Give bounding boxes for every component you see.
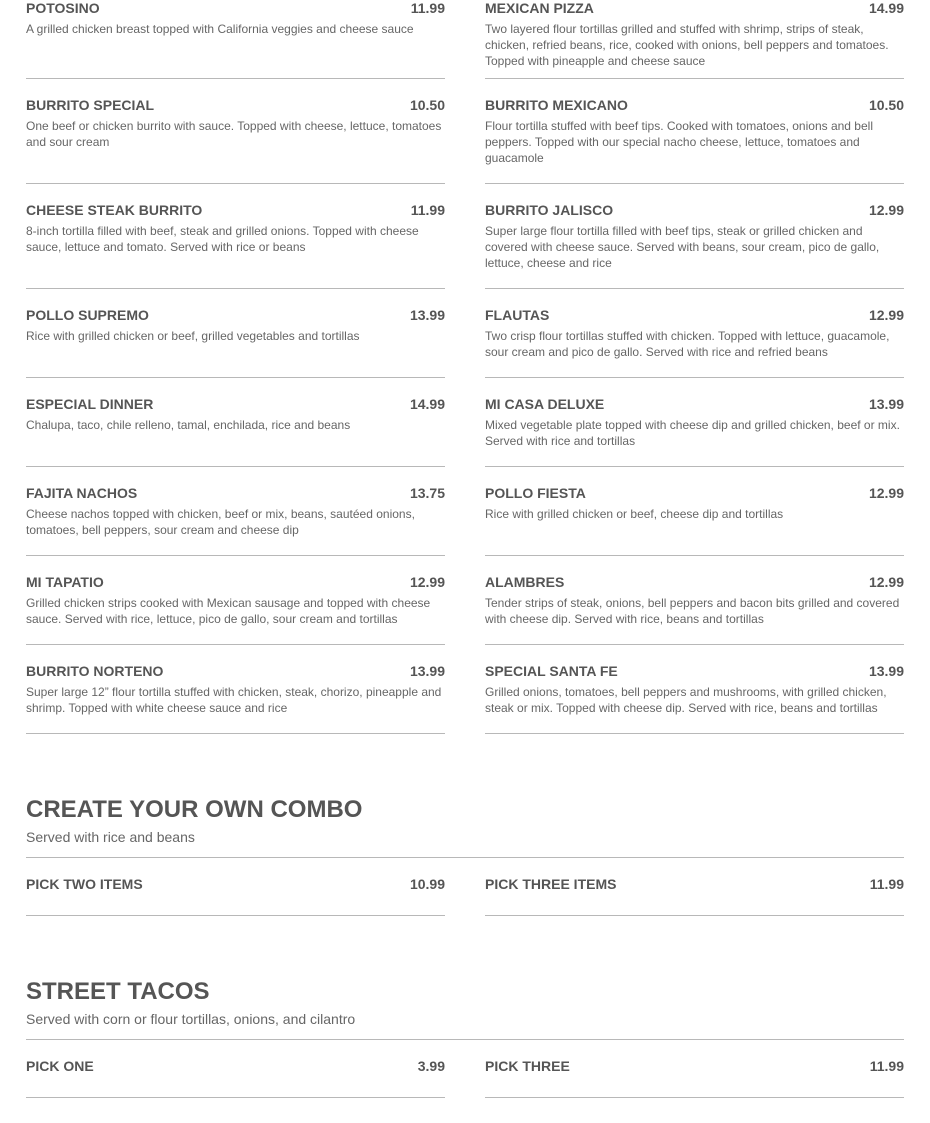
item-description: Chalupa, taco, chile relleno, tamal, enchilada, rice and beans [26,418,351,432]
menu-item[interactable] [485,858,904,916]
create-combo-section [26,796,904,916]
item-description: Super large 12” flour tortilla stuffed with chicken, steak, chorizo, pineapple and shrimp. Topped with white cheese sauce and rice [26,685,442,715]
menu-item[interactable] [485,184,904,289]
item-price: 13.99 [409,663,445,679]
item-description: Cheese nachos topped with chicken, beef or mix, beans, sautéed onions, tomatoes, bell peppers, sour cream and cheese dip [26,507,415,537]
menu-item[interactable] [485,289,904,378]
item-price: 12.99 [868,574,904,590]
item-name: MEXICAN PIZZA [485,0,594,16]
section-subtitle: Served with corn or flour tortillas, onions, and cilantro [26,1011,356,1027]
item-price: 13.99 [868,663,904,679]
item-price: 13.75 [409,485,445,501]
item-description: Flour tortilla stuffed with beef tips. Cooked with tomatoes, onions and bell peppers. Topped with our special nacho cheese, lettuce, tomatoes and guacamole [485,119,873,165]
item-name: MI TAPATIO [26,574,104,590]
item-price: 11.99 [869,1058,904,1074]
menu-item[interactable] [485,467,904,556]
item-price: 11.99 [869,876,904,892]
menu-item[interactable] [26,556,445,645]
menu-item[interactable] [26,858,445,916]
section-subtitle: Served with rice and beans [26,829,195,845]
item-name: POTOSINO [26,0,100,16]
item-price: 12.99 [868,202,904,218]
item-name: BURRITO SPECIAL [26,97,155,113]
menu-item[interactable] [485,0,904,79]
item-name: FAJITA NACHOS [26,485,138,501]
item-price: 12.99 [868,307,904,323]
menu-item[interactable] [26,467,445,556]
item-description: Grilled onions, tomatoes, bell peppers and mushrooms, with grilled chicken, steak or mix. Topped with cheese dip. Served with rice, beans and tortillas [485,685,887,715]
item-price: 13.99 [409,307,445,323]
item-name: PICK THREE ITEMS [485,876,617,892]
menu-item[interactable] [485,645,904,734]
item-description: Rice with grilled chicken or beef, grilled vegetables and tortillas [26,329,360,343]
item-description: Two layered flour tortillas grilled and stuffed with shrimp, strips of steak, chicken, refried beans, rice, cooked with onions, bell peppers and tomatoes. Topped with pineapple and cheese sauce [485,22,889,68]
item-price: 11.99 [410,0,445,16]
item-price: 10.99 [409,876,445,892]
menu-item[interactable] [485,378,904,467]
item-price: 12.99 [868,485,904,501]
create-combo-grid [26,858,904,916]
section-title: CREATE YOUR OWN COMBO [26,796,363,823]
item-price: 10.50 [868,97,904,113]
item-price: 14.99 [868,0,904,16]
item-description: Grilled chicken strips cooked with Mexican sausage and topped with cheese sauce. Served with rice, lettuce, pico de gallo, sour cream and tortillas [26,596,431,626]
item-price: 3.99 [417,1058,445,1074]
street-tacos-section [26,978,904,1098]
item-name: ESPECIAL DINNER [26,396,154,412]
item-price: 13.99 [868,396,904,412]
item-name: SPECIAL SANTA FE [485,663,618,679]
item-price: 10.50 [409,97,445,113]
item-description: Two crisp flour tortillas stuffed with chicken. Topped with lettuce, guacamole, sour cream and pico de gallo. Served with rice and refried beans [485,329,890,359]
item-name: MI CASA DELUXE [485,396,605,412]
item-name: POLLO FIESTA [485,485,586,501]
item-name: POLLO SUPREMO [26,307,149,323]
menu-item[interactable] [26,645,445,734]
item-description: 8-inch tortilla filled with beef, steak and grilled onions. Topped with cheese sauce, lettuce and tomato. Served with rice or beans [26,224,419,254]
menu-item[interactable] [26,1040,445,1098]
item-name: FLAUTAS [485,307,550,323]
item-name: BURRITO JALISCO [485,202,614,218]
item-price: 14.99 [409,396,445,412]
item-description: A grilled chicken breast topped with California veggies and cheese sauce [26,22,414,36]
item-description: Tender strips of steak, onions, bell peppers and bacon bits grilled and covered with cheese dip. Served with rice, beans and tortillas [485,596,900,626]
item-name: CHEESE STEAK BURRITO [26,202,203,218]
menu-item[interactable] [26,0,445,79]
item-name: PICK TWO ITEMS [26,876,143,892]
menu-item[interactable] [26,79,445,184]
item-price: 11.99 [410,202,445,218]
item-price: 12.99 [409,574,445,590]
menu-item[interactable] [485,79,904,184]
item-description: Rice with grilled chicken or beef, cheese dip and tortillas [485,507,784,521]
item-description: Super large flour tortilla filled with beef tips, steak or grilled chicken and covered with cheese sauce. Served with beans, sour cream, pico de gallo, lettuce, cheese and rice [485,224,880,270]
item-name: BURRITO NORTENO [26,663,164,679]
item-description: One beef or chicken burrito with sauce. Topped with cheese, lettuce, tomatoes and sour cream [26,119,442,149]
menu-item[interactable] [485,1040,904,1098]
menu-item[interactable] [26,184,445,289]
item-name: BURRITO MEXICANO [485,97,628,113]
section-title: STREET TACOS [26,978,210,1005]
item-name: PICK ONE [26,1058,94,1074]
menu-page [26,0,904,1098]
item-description: Mixed vegetable plate topped with cheese dip and grilled chicken, beef or mix. Served with rice and tortillas [485,418,900,448]
item-name: PICK THREE [485,1058,570,1074]
menu-item[interactable] [26,289,445,378]
menu-item[interactable] [26,378,445,467]
street-tacos-grid [26,1040,904,1098]
item-name: ALAMBRES [485,574,565,590]
menu-item[interactable] [485,556,904,645]
combos-grid [26,0,904,734]
